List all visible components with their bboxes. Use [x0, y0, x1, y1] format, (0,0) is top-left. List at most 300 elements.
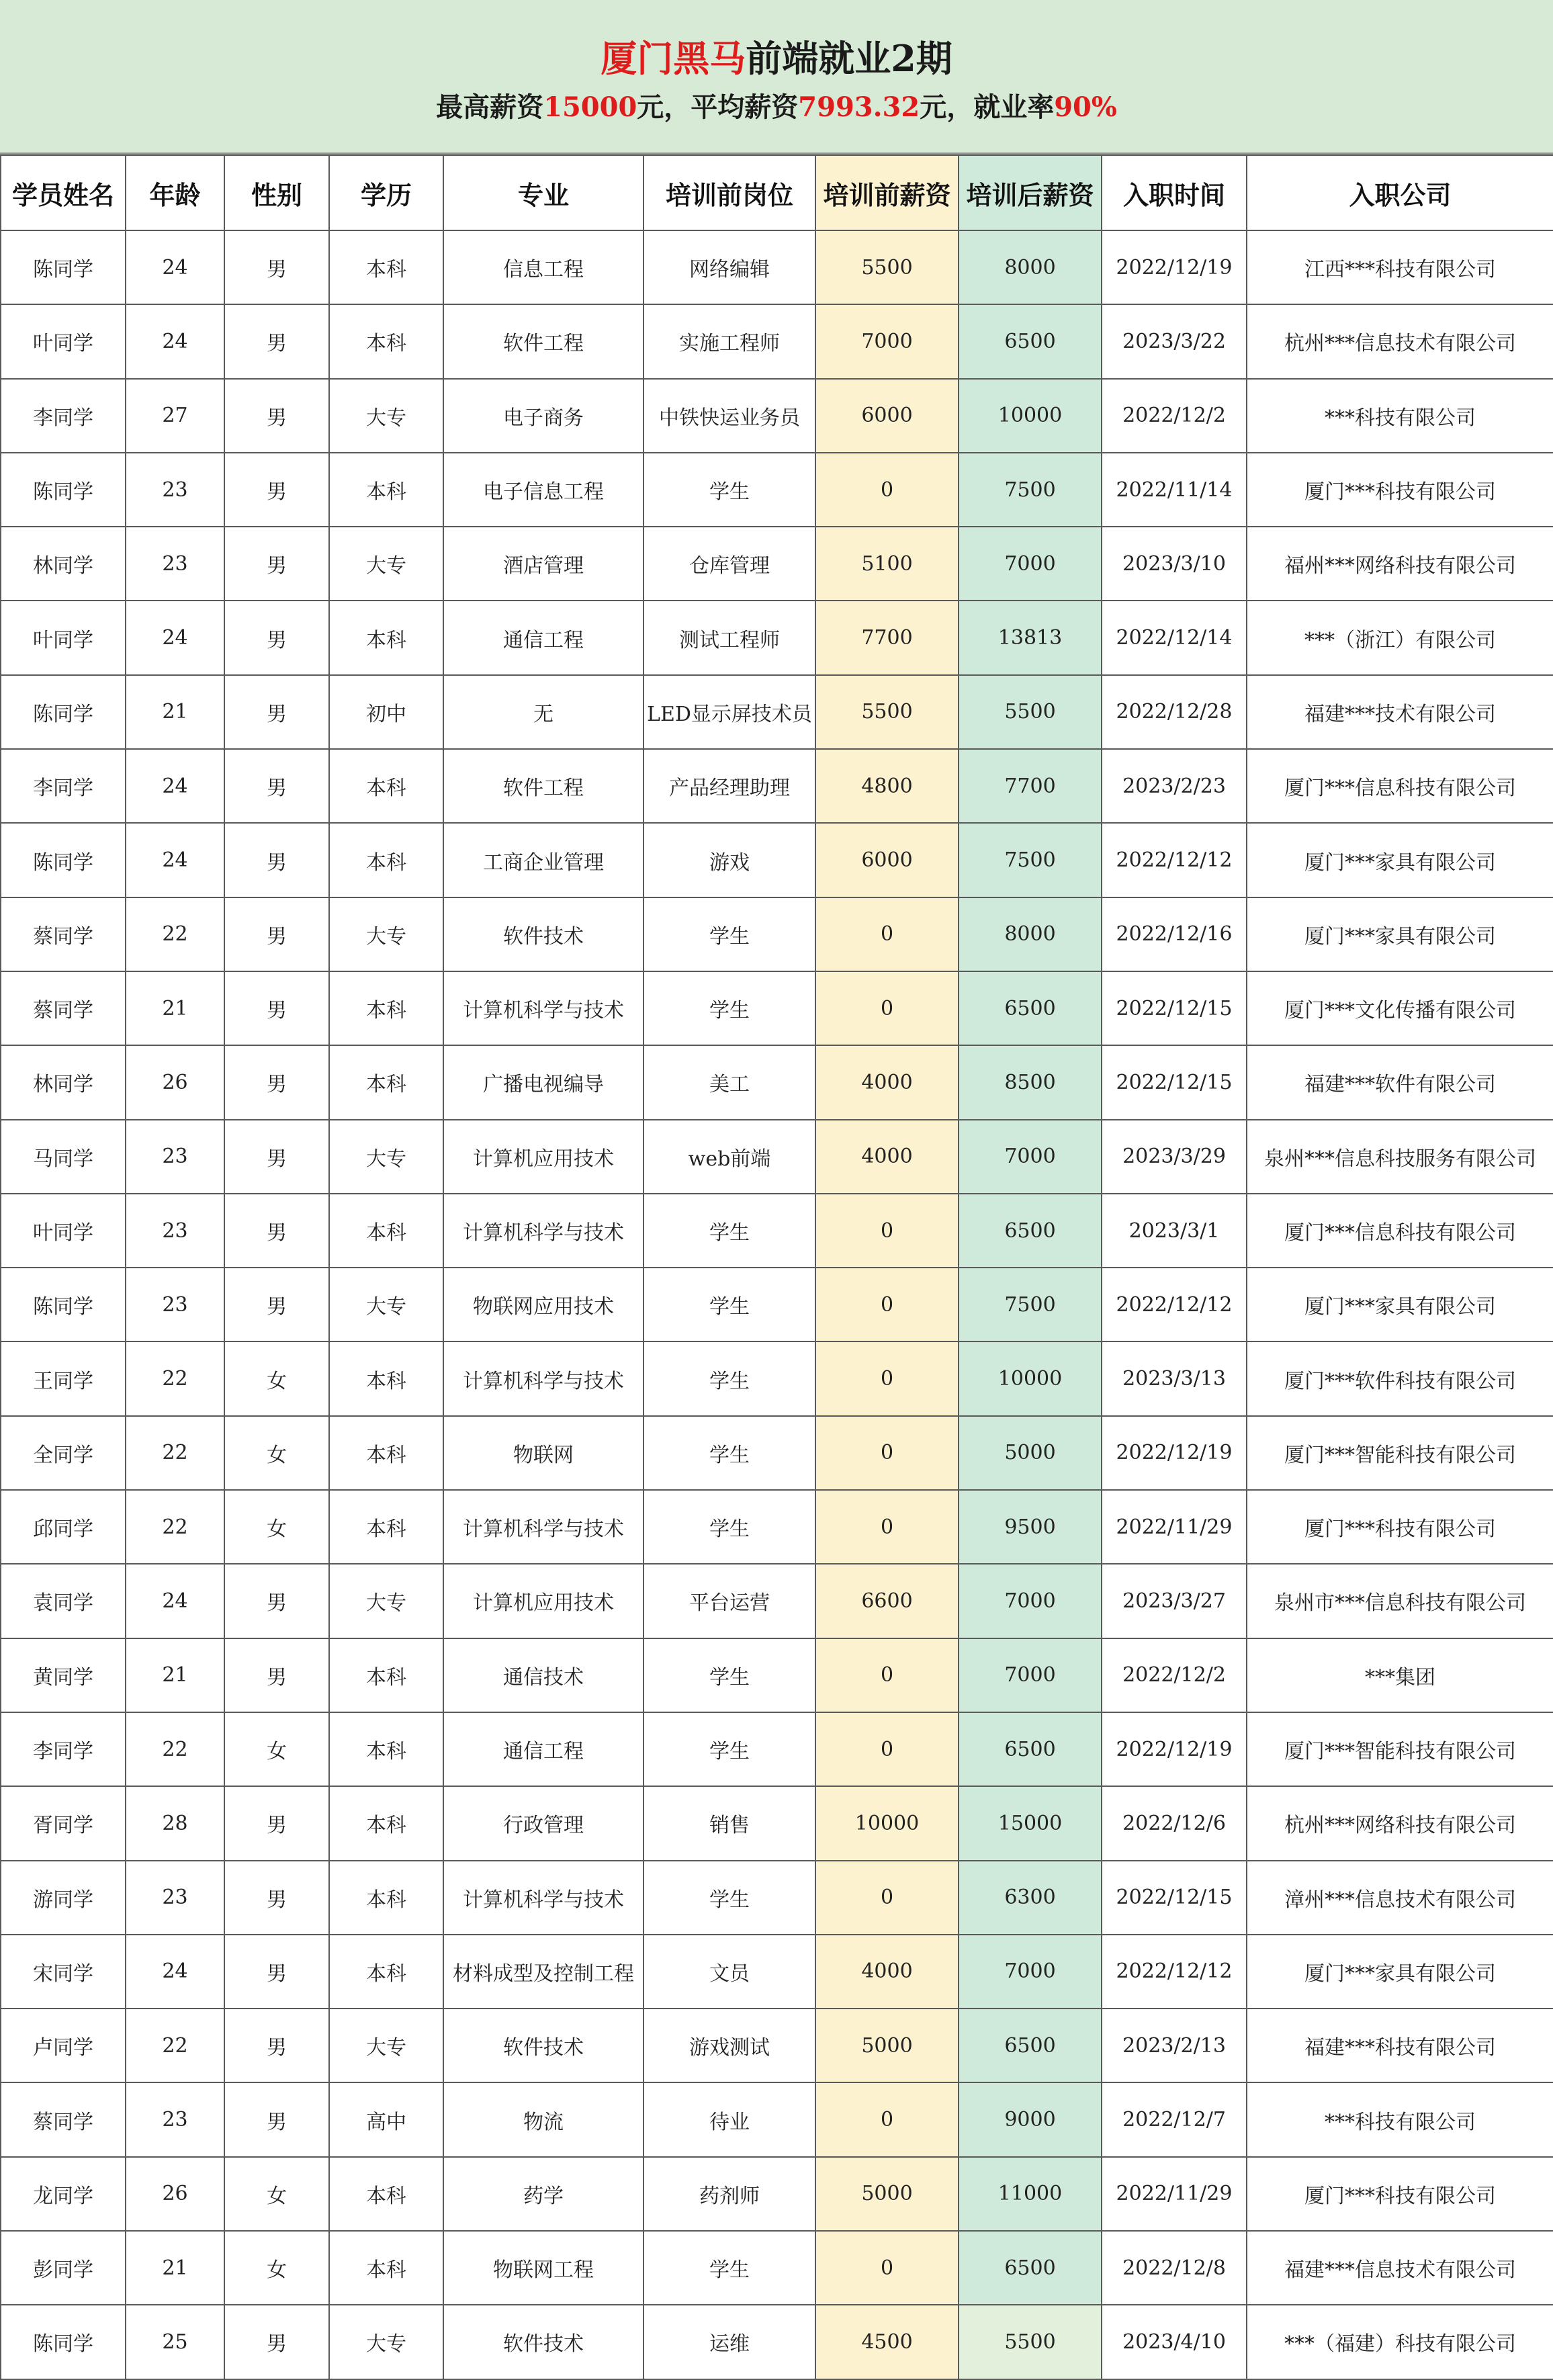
table-row	[1, 1490, 1553, 1564]
cell-name: 陈同学	[1, 230, 126, 304]
cell-post-salary: 9000	[959, 2082, 1102, 2156]
table-row	[1, 379, 1553, 453]
cell-name: 黄同学	[1, 1638, 126, 1712]
table-row	[1, 527, 1553, 601]
employment-table	[0, 155, 1553, 2380]
cell-hire-date: 2022/12/19	[1102, 230, 1247, 304]
cell-name: 陈同学	[1, 675, 126, 749]
cell-pre-salary: 0	[815, 2082, 959, 2156]
table-row	[1, 230, 1553, 304]
cell-education: 本科	[329, 304, 443, 378]
cell-hire-date: 2023/3/10	[1102, 527, 1247, 601]
cell-hire-date: 2022/12/16	[1102, 897, 1247, 971]
table-row	[1, 2231, 1553, 2305]
cell-company: ***科技有限公司	[1247, 379, 1553, 453]
cell-hire-date: 2022/12/12	[1102, 1268, 1247, 1341]
cell-company: 泉州市***信息科技有限公司	[1247, 1564, 1553, 1638]
table-row	[1, 1341, 1553, 1415]
cell-post-salary: 6300	[959, 1861, 1102, 1935]
cell-name: 林同学	[1, 527, 126, 601]
cell-age: 22	[126, 897, 224, 971]
column-header-company: 入职公司	[1247, 155, 1553, 230]
cell-age: 22	[126, 1490, 224, 1564]
cell-pre-salary: 0	[815, 971, 959, 1045]
cell-hire-date: 2022/12/28	[1102, 675, 1247, 749]
cell-hire-date: 2022/12/15	[1102, 971, 1247, 1045]
cell-hire-date: 2022/12/15	[1102, 1045, 1247, 1119]
cell-company: ***（浙江）有限公司	[1247, 601, 1553, 674]
cell-prev-position: 中铁快运业务员	[644, 379, 815, 453]
column-header-pre-salary: 培训前薪资	[815, 155, 959, 230]
cell-post-salary: 11000	[959, 2157, 1102, 2231]
cell-age: 23	[126, 527, 224, 601]
cell-gender: 男	[224, 1194, 329, 1268]
cell-education: 本科	[329, 823, 443, 897]
cell-prev-position: 运维	[644, 2305, 815, 2379]
table-row	[1, 971, 1553, 1045]
cell-gender: 男	[224, 1120, 329, 1194]
cell-pre-salary: 4000	[815, 1045, 959, 1119]
column-header-post-salary: 培训后薪资	[959, 155, 1102, 230]
cell-name: 蔡同学	[1, 2082, 126, 2156]
cell-hire-date: 2022/12/2	[1102, 379, 1247, 453]
column-header-name: 学员姓名	[1, 155, 126, 230]
cell-pre-salary: 6000	[815, 823, 959, 897]
cell-major: 计算机科学与技术	[443, 971, 644, 1045]
cell-prev-position: 平台运营	[644, 1564, 815, 1638]
max-salary-value: 15000	[543, 91, 637, 123]
cell-major: 酒店管理	[443, 527, 644, 601]
table-row	[1, 2082, 1553, 2156]
cell-prev-position: 仓库管理	[644, 527, 815, 601]
cell-hire-date: 2022/12/19	[1102, 1416, 1247, 1490]
cell-company: 江西***科技有限公司	[1247, 230, 1553, 304]
cell-pre-salary: 0	[815, 1194, 959, 1268]
cell-name: 龙同学	[1, 2157, 126, 2231]
table-row	[1, 453, 1553, 527]
cell-prev-position: 产品经理助理	[644, 749, 815, 823]
cell-prev-position: 实施工程师	[644, 304, 815, 378]
cell-hire-date: 2023/3/22	[1102, 304, 1247, 378]
cell-pre-salary: 0	[815, 897, 959, 971]
cell-major: 物流	[443, 2082, 644, 2156]
cell-major: 通信技术	[443, 1638, 644, 1712]
cell-major: 电子信息工程	[443, 453, 644, 527]
cell-age: 24	[126, 230, 224, 304]
cell-hire-date: 2022/12/15	[1102, 1861, 1247, 1935]
cell-gender: 女	[224, 1712, 329, 1786]
cell-major: 通信工程	[443, 601, 644, 674]
cell-pre-salary: 0	[815, 1268, 959, 1341]
cell-prev-position: 学生	[644, 1638, 815, 1712]
cell-name: 陈同学	[1, 1268, 126, 1341]
cell-major: 计算机科学与技术	[443, 1490, 644, 1564]
cell-age: 21	[126, 2231, 224, 2305]
cell-major: 软件工程	[443, 304, 644, 378]
cell-gender: 男	[224, 971, 329, 1045]
cell-education: 大专	[329, 1120, 443, 1194]
cell-education: 大专	[329, 379, 443, 453]
table-row	[1, 1045, 1553, 1119]
cell-name: 全同学	[1, 1416, 126, 1490]
cell-company: 厦门***智能科技有限公司	[1247, 1712, 1553, 1786]
cell-gender: 男	[224, 749, 329, 823]
cell-gender: 男	[224, 601, 329, 674]
cell-education: 本科	[329, 1490, 443, 1564]
cell-age: 26	[126, 2157, 224, 2231]
avg-salary-value: 7993.32	[798, 91, 920, 123]
cell-name: 卢同学	[1, 2009, 126, 2082]
cell-company: 福建***技术有限公司	[1247, 675, 1553, 749]
cell-name: 蔡同学	[1, 971, 126, 1045]
cell-company: 厦门***信息科技有限公司	[1247, 1194, 1553, 1268]
cell-post-salary: 6500	[959, 971, 1102, 1045]
cell-gender: 男	[224, 527, 329, 601]
cell-gender: 男	[224, 1564, 329, 1638]
cell-age: 21	[126, 971, 224, 1045]
cell-pre-salary: 4500	[815, 2305, 959, 2379]
cell-education: 本科	[329, 1638, 443, 1712]
cell-age: 22	[126, 1416, 224, 1490]
cell-post-salary: 5500	[959, 2305, 1102, 2379]
cell-pre-salary: 5500	[815, 675, 959, 749]
table-row	[1, 897, 1553, 971]
cell-major: 计算机科学与技术	[443, 1861, 644, 1935]
cell-major: 软件工程	[443, 749, 644, 823]
cell-age: 24	[126, 749, 224, 823]
cell-company: 厦门***软件科技有限公司	[1247, 1341, 1553, 1415]
cell-prev-position: 学生	[644, 1341, 815, 1415]
cell-age: 22	[126, 1341, 224, 1415]
summary-prefix: 最高薪资	[436, 91, 544, 123]
cell-major: 广播电视编导	[443, 1045, 644, 1119]
cell-name: 叶同学	[1, 304, 126, 378]
cell-prev-position: 学生	[644, 453, 815, 527]
column-header-prev-position: 培训前岗位	[644, 155, 815, 230]
cell-gender: 男	[224, 2305, 329, 2379]
cell-post-salary: 6500	[959, 2009, 1102, 2082]
cell-prev-position: 学生	[644, 1416, 815, 1490]
cell-gender: 男	[224, 1861, 329, 1935]
cell-pre-salary: 10000	[815, 1786, 959, 1860]
table-row	[1, 601, 1553, 674]
cell-age: 23	[126, 1120, 224, 1194]
cell-hire-date: 2023/4/10	[1102, 2305, 1247, 2379]
cell-company: 厦门***科技有限公司	[1247, 2157, 1553, 2231]
cell-education: 本科	[329, 601, 443, 674]
cell-post-salary: 7500	[959, 823, 1102, 897]
cell-post-salary: 10000	[959, 1341, 1102, 1415]
cell-post-salary: 7700	[959, 749, 1102, 823]
table-row	[1, 675, 1553, 749]
cell-company: 厦门***科技有限公司	[1247, 453, 1553, 527]
cell-hire-date: 2022/11/29	[1102, 1490, 1247, 1564]
cell-name: 宋同学	[1, 1935, 126, 2009]
cell-age: 21	[126, 1638, 224, 1712]
cell-age: 24	[126, 304, 224, 378]
cell-prev-position: 学生	[644, 1194, 815, 1268]
cell-prev-position: 游戏	[644, 823, 815, 897]
cell-company: ***科技有限公司	[1247, 2082, 1553, 2156]
cell-hire-date: 2023/3/27	[1102, 1564, 1247, 1638]
cell-education: 本科	[329, 1416, 443, 1490]
cell-hire-date: 2023/3/29	[1102, 1120, 1247, 1194]
cell-age: 26	[126, 1045, 224, 1119]
cell-gender: 男	[224, 1786, 329, 1860]
cell-major: 材料成型及控制工程	[443, 1935, 644, 2009]
cell-prev-position: 美工	[644, 1045, 815, 1119]
cell-age: 27	[126, 379, 224, 453]
cell-post-salary: 8000	[959, 897, 1102, 971]
cell-prev-position: 学生	[644, 2231, 815, 2305]
cell-hire-date: 2023/3/13	[1102, 1341, 1247, 1415]
cell-company: 泉州***信息科技服务有限公司	[1247, 1120, 1553, 1194]
column-header-age: 年龄	[126, 155, 224, 230]
cell-pre-salary: 5500	[815, 230, 959, 304]
cell-pre-salary: 4800	[815, 749, 959, 823]
cell-gender: 男	[224, 1935, 329, 2009]
cell-gender: 男	[224, 379, 329, 453]
cell-post-salary: 6500	[959, 2231, 1102, 2305]
table-row	[1, 1194, 1553, 1268]
cell-age: 24	[126, 823, 224, 897]
cell-hire-date: 2022/12/8	[1102, 2231, 1247, 2305]
cell-major: 工商企业管理	[443, 823, 644, 897]
cell-education: 本科	[329, 2231, 443, 2305]
cell-name: 林同学	[1, 1045, 126, 1119]
table-row	[1, 1638, 1553, 1712]
cell-pre-salary: 6600	[815, 1564, 959, 1638]
cell-gender: 男	[224, 2082, 329, 2156]
cell-gender: 女	[224, 1341, 329, 1415]
cell-major: 计算机应用技术	[443, 1564, 644, 1638]
cell-name: 李同学	[1, 379, 126, 453]
cell-name: 彭同学	[1, 2231, 126, 2305]
cell-gender: 女	[224, 2231, 329, 2305]
cell-education: 大专	[329, 1564, 443, 1638]
cell-name: 胥同学	[1, 1786, 126, 1860]
cell-gender: 男	[224, 2009, 329, 2082]
cell-major: 药学	[443, 2157, 644, 2231]
cell-post-salary: 7000	[959, 1564, 1102, 1638]
cell-name: 李同学	[1, 1712, 126, 1786]
cell-post-salary: 5500	[959, 675, 1102, 749]
cell-major: 行政管理	[443, 1786, 644, 1860]
cell-age: 22	[126, 1712, 224, 1786]
cell-name: 马同学	[1, 1120, 126, 1194]
table-row	[1, 2305, 1553, 2379]
cell-post-salary: 7500	[959, 453, 1102, 527]
table-row	[1, 1416, 1553, 1490]
cell-post-salary: 6500	[959, 304, 1102, 378]
cell-education: 本科	[329, 1861, 443, 1935]
cell-prev-position: 学生	[644, 1712, 815, 1786]
cell-prev-position: 游戏测试	[644, 2009, 815, 2082]
cell-company: 厦门***家具有限公司	[1247, 823, 1553, 897]
title-rest: 前端就业2期	[746, 37, 952, 80]
page-title	[0, 35, 1553, 82]
cell-age: 24	[126, 601, 224, 674]
cell-education: 本科	[329, 230, 443, 304]
cell-education: 本科	[329, 2157, 443, 2231]
table-row	[1, 749, 1553, 823]
cell-gender: 男	[224, 823, 329, 897]
table-row	[1, 823, 1553, 897]
cell-pre-salary: 7000	[815, 304, 959, 378]
cell-pre-salary: 5000	[815, 2009, 959, 2082]
cell-name: 王同学	[1, 1341, 126, 1415]
cell-prev-position: 学生	[644, 1490, 815, 1564]
table-row	[1, 1861, 1553, 1935]
cell-company: ***集团	[1247, 1638, 1553, 1712]
cell-prev-position: 销售	[644, 1786, 815, 1860]
cell-company: 福建***信息技术有限公司	[1247, 2231, 1553, 2305]
cell-pre-salary: 0	[815, 1861, 959, 1935]
cell-education: 本科	[329, 1341, 443, 1415]
cell-age: 23	[126, 1194, 224, 1268]
cell-major: 计算机科学与技术	[443, 1194, 644, 1268]
cell-education: 大专	[329, 897, 443, 971]
cell-age: 21	[126, 675, 224, 749]
table-row	[1, 2009, 1553, 2082]
cell-company: 厦门***家具有限公司	[1247, 1268, 1553, 1341]
table-row	[1, 304, 1553, 378]
cell-hire-date: 2022/12/12	[1102, 1935, 1247, 2009]
cell-pre-salary: 0	[815, 1490, 959, 1564]
cell-age: 23	[126, 1268, 224, 1341]
cell-pre-salary: 0	[815, 1341, 959, 1415]
cell-name: 游同学	[1, 1861, 126, 1935]
cell-major: 无	[443, 675, 644, 749]
cell-prev-position: 学生	[644, 1268, 815, 1341]
cell-post-salary: 13813	[959, 601, 1102, 674]
column-header-gender: 性别	[224, 155, 329, 230]
cell-post-salary: 6500	[959, 1194, 1102, 1268]
cell-education: 本科	[329, 971, 443, 1045]
cell-company: 厦门***文化传播有限公司	[1247, 971, 1553, 1045]
cell-pre-salary: 7700	[815, 601, 959, 674]
cell-post-salary: 7500	[959, 1268, 1102, 1341]
cell-prev-position: 学生	[644, 971, 815, 1045]
cell-company: 厦门***家具有限公司	[1247, 897, 1553, 971]
cell-hire-date: 2022/11/14	[1102, 453, 1247, 527]
cell-prev-position: 测试工程师	[644, 601, 815, 674]
cell-hire-date: 2023/2/13	[1102, 2009, 1247, 2082]
cell-age: 23	[126, 1861, 224, 1935]
cell-education: 大专	[329, 1268, 443, 1341]
cell-hire-date: 2023/3/1	[1102, 1194, 1247, 1268]
cell-education: 大专	[329, 2009, 443, 2082]
cell-major: 信息工程	[443, 230, 644, 304]
cell-post-salary: 7000	[959, 1935, 1102, 2009]
cell-gender: 男	[224, 230, 329, 304]
cell-gender: 男	[224, 1268, 329, 1341]
cell-company: 漳州***信息技术有限公司	[1247, 1861, 1553, 1935]
cell-name: 叶同学	[1, 601, 126, 674]
cell-name: 陈同学	[1, 2305, 126, 2379]
cell-pre-salary: 4000	[815, 1120, 959, 1194]
cell-education: 大专	[329, 527, 443, 601]
cell-major: 计算机应用技术	[443, 1120, 644, 1194]
cell-post-salary: 7000	[959, 1638, 1102, 1712]
cell-name: 陈同学	[1, 823, 126, 897]
cell-pre-salary: 5000	[815, 2157, 959, 2231]
cell-post-salary: 8000	[959, 230, 1102, 304]
cell-education: 初中	[329, 675, 443, 749]
cell-prev-position: 文员	[644, 1935, 815, 2009]
cell-post-salary: 9500	[959, 1490, 1102, 1564]
cell-post-salary: 15000	[959, 1786, 1102, 1860]
cell-company: 厦门***信息科技有限公司	[1247, 749, 1553, 823]
cell-hire-date: 2023/2/23	[1102, 749, 1247, 823]
cell-prev-position: 待业	[644, 2082, 815, 2156]
cell-major: 物联网工程	[443, 2231, 644, 2305]
cell-company: 厦门***科技有限公司	[1247, 1490, 1553, 1564]
cell-hire-date: 2022/12/19	[1102, 1712, 1247, 1786]
cell-pre-salary: 0	[815, 2231, 959, 2305]
cell-education: 本科	[329, 1194, 443, 1268]
cell-hire-date: 2022/12/14	[1102, 601, 1247, 674]
cell-education: 本科	[329, 1786, 443, 1860]
table-row	[1, 1564, 1553, 1638]
cell-pre-salary: 5100	[815, 527, 959, 601]
cell-age: 22	[126, 2009, 224, 2082]
cell-major: 计算机科学与技术	[443, 1341, 644, 1415]
cell-prev-position: web前端	[644, 1120, 815, 1194]
cell-prev-position: 学生	[644, 1861, 815, 1935]
cell-prev-position: 网络编辑	[644, 230, 815, 304]
cell-age: 23	[126, 2082, 224, 2156]
title-highlight: 厦门黑马	[601, 37, 746, 80]
cell-gender: 男	[224, 1638, 329, 1712]
cell-prev-position: 药剂师	[644, 2157, 815, 2231]
cell-education: 本科	[329, 1712, 443, 1786]
cell-gender: 男	[224, 1045, 329, 1119]
cell-pre-salary: 0	[815, 1638, 959, 1712]
cell-gender: 男	[224, 453, 329, 527]
table-row	[1, 1712, 1553, 1786]
cell-company: 厦门***家具有限公司	[1247, 1935, 1553, 2009]
cell-education: 大专	[329, 2305, 443, 2379]
cell-gender: 男	[224, 304, 329, 378]
cell-post-salary: 5000	[959, 1416, 1102, 1490]
cell-major: 软件技术	[443, 2305, 644, 2379]
table-row	[1, 1935, 1553, 2009]
page-header	[0, 0, 1553, 155]
table-body	[1, 230, 1553, 2379]
cell-name: 邱同学	[1, 1490, 126, 1564]
cell-education: 本科	[329, 1045, 443, 1119]
cell-post-salary: 7000	[959, 527, 1102, 601]
cell-major: 物联网应用技术	[443, 1268, 644, 1341]
cell-gender: 男	[224, 675, 329, 749]
cell-company: 福建***软件有限公司	[1247, 1045, 1553, 1119]
cell-pre-salary: 4000	[815, 1935, 959, 2009]
summary-mid-1: 元，平均薪资	[637, 91, 799, 123]
cell-prev-position: LED显示屏技术员	[644, 675, 815, 749]
cell-company: 厦门***智能科技有限公司	[1247, 1416, 1553, 1490]
table-row	[1, 1268, 1553, 1341]
employment-rate-value: 90%	[1054, 91, 1117, 123]
cell-major: 软件技术	[443, 2009, 644, 2082]
cell-hire-date: 2022/12/7	[1102, 2082, 1247, 2156]
cell-company: 杭州***网络科技有限公司	[1247, 1786, 1553, 1860]
table-row	[1, 2157, 1553, 2231]
cell-education: 高中	[329, 2082, 443, 2156]
cell-hire-date: 2022/12/6	[1102, 1786, 1247, 1860]
cell-prev-position: 学生	[644, 897, 815, 971]
cell-company: ***（福建）科技有限公司	[1247, 2305, 1553, 2379]
